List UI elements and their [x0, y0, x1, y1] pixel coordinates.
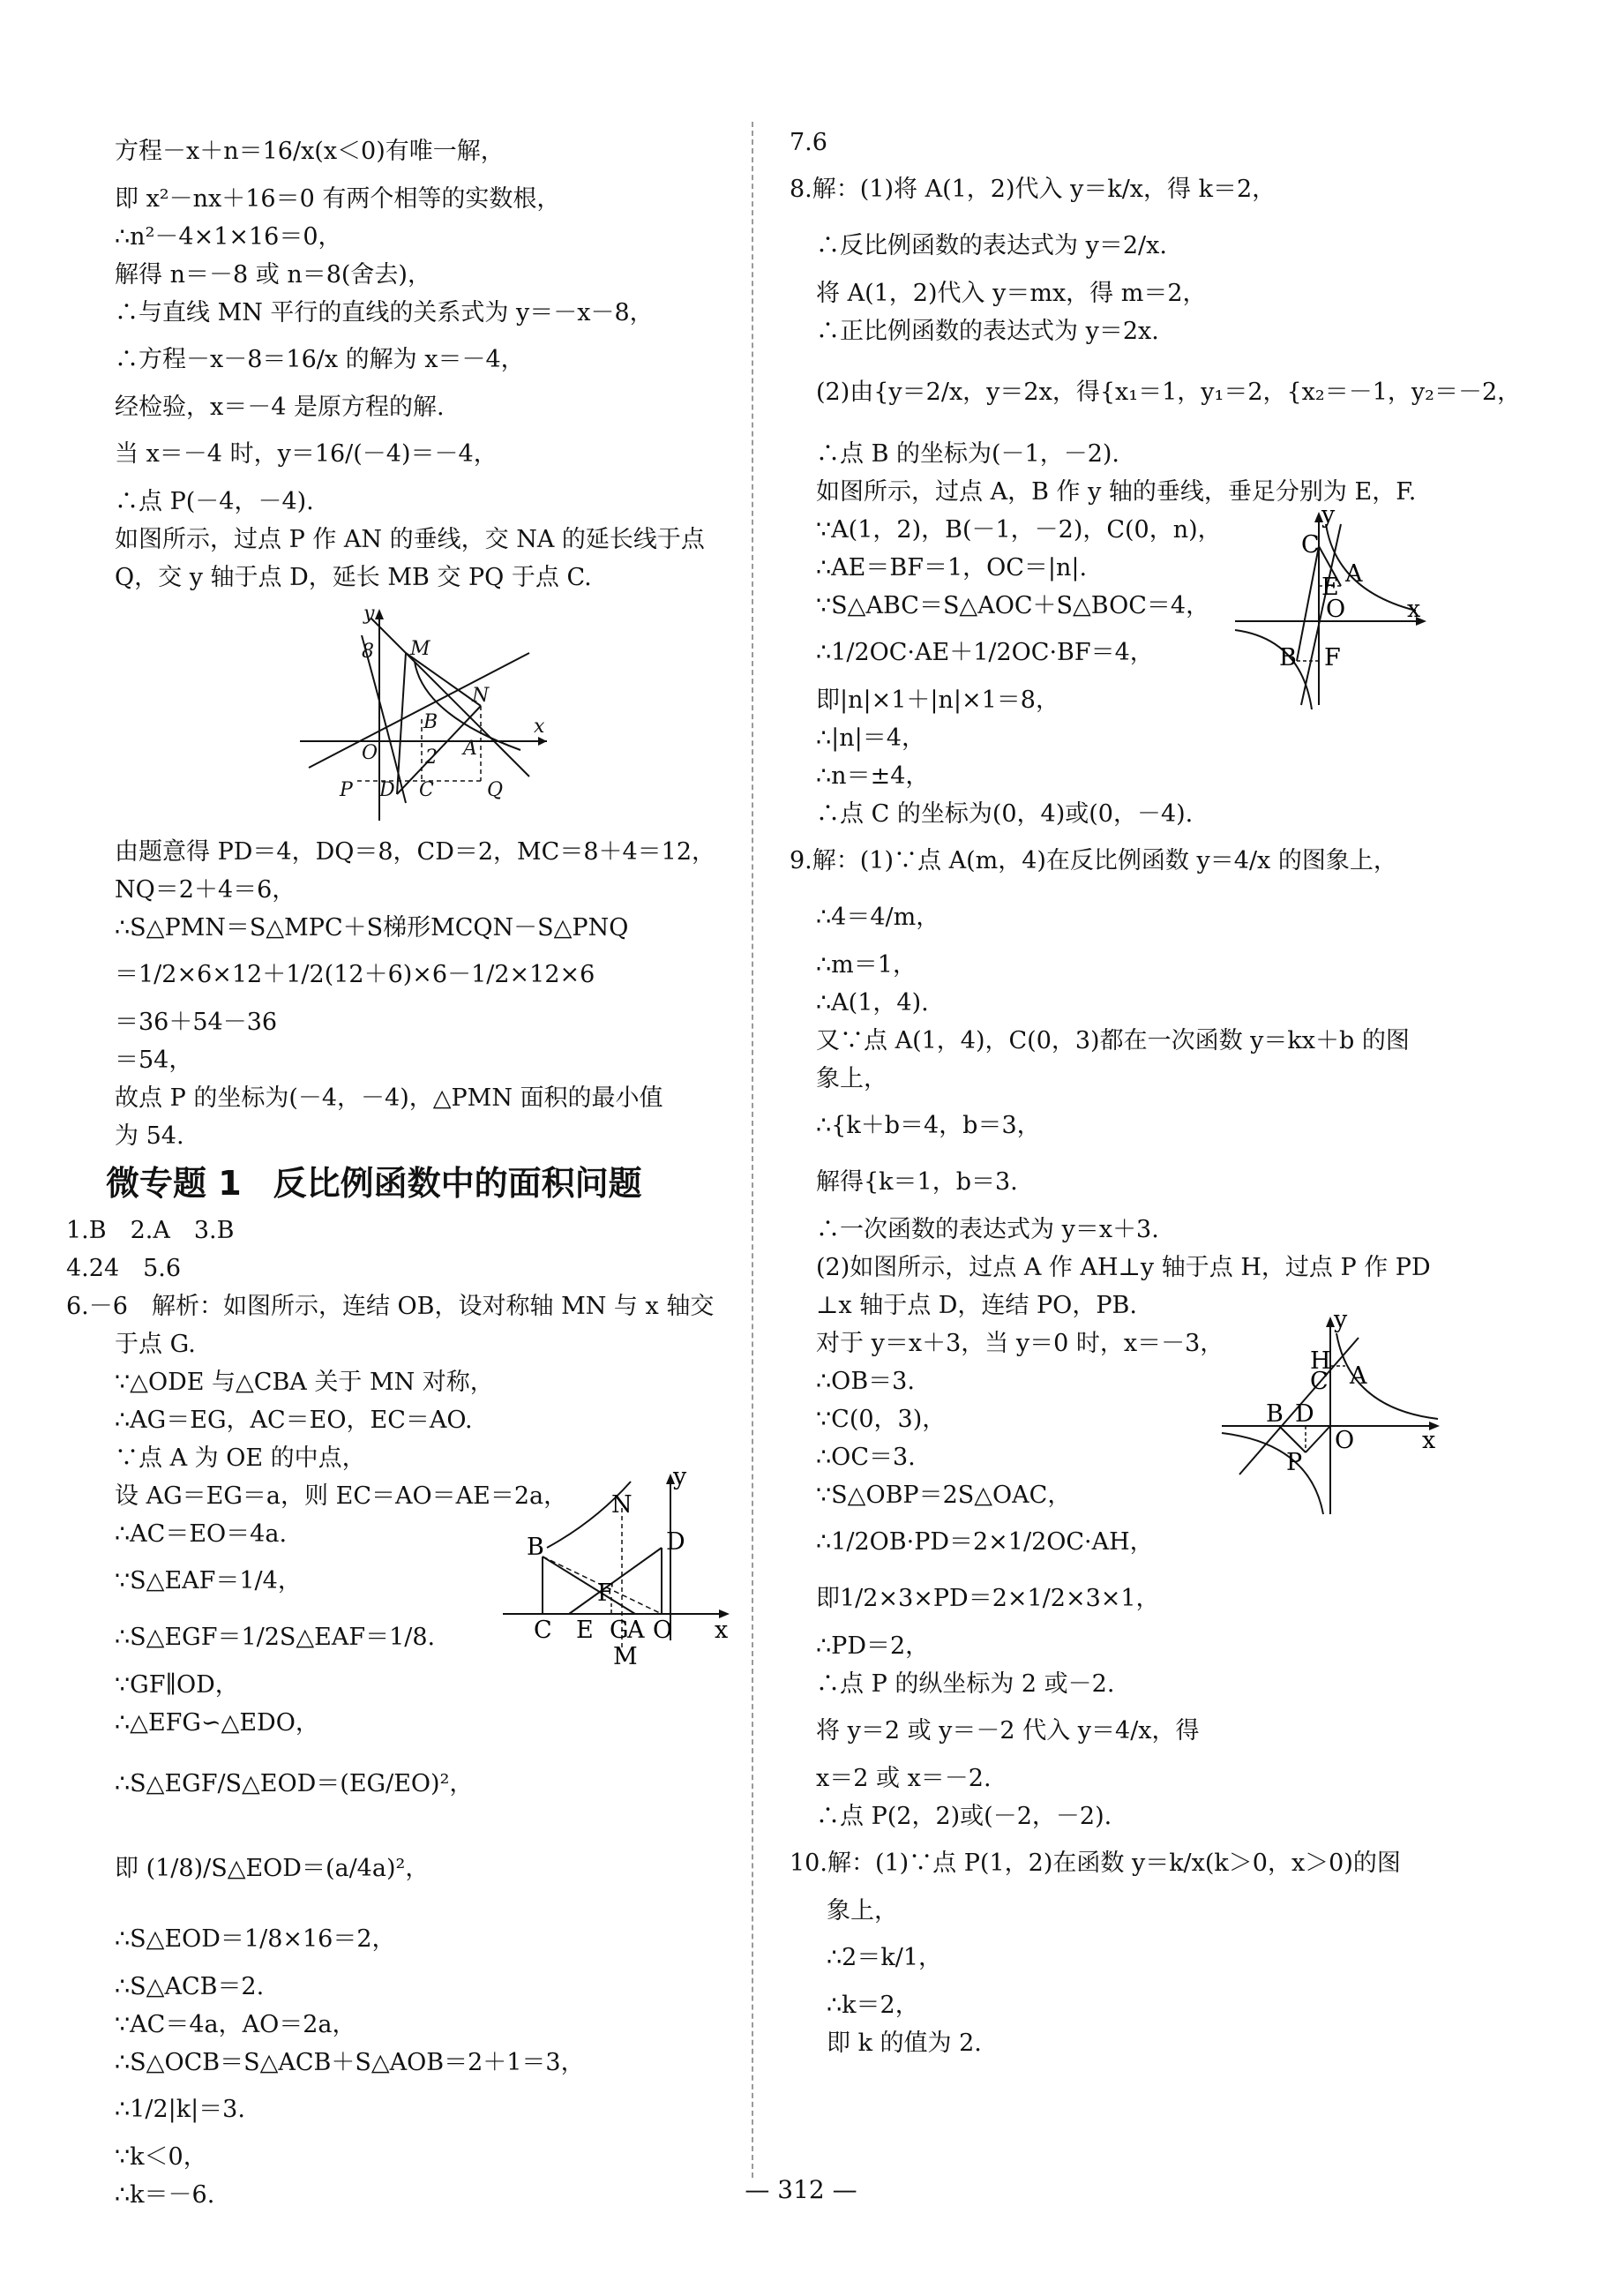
text-line: ∴1/2|k|＝3.	[115, 2096, 245, 2123]
text-line: 10.解：(1)∵点 P(1，2)在函数 y＝k/x(k＞0，x＞0)的图	[790, 1850, 1401, 1877]
text-line: ∴与直线 MN 平行的直线的关系式为 y＝－x－8，	[115, 299, 654, 326]
text-line: ＝36＋54－36	[115, 1009, 278, 1036]
left-column	[66, 124, 732, 2214]
figure-pmn-svg	[291, 600, 556, 829]
text-line: 象上，	[827, 1897, 898, 1925]
fig-label: y	[1334, 1311, 1348, 1333]
fig-label: B	[1279, 644, 1297, 672]
text-line: ∴S△ACB＝2.	[115, 1973, 265, 2000]
text-line: 9.解：(1)∵点 A(m，4)在反比例函数 y＝4/x 的图象上，	[790, 847, 1397, 874]
text-line: ∴S△PMN＝S△MPC＋S梯形MCQN－S△PNQ	[115, 914, 629, 942]
text-line: ∴n＝±4，	[816, 762, 930, 790]
fig-label: C	[534, 1617, 552, 1644]
answer-line: 4.24 5.6	[66, 1255, 182, 1282]
figure-sym-svg	[498, 1468, 737, 1671]
fig-label: B	[527, 1534, 544, 1561]
text-line: Q，交 y 轴于点 D，延长 MB 交 PQ 于点 C.	[115, 564, 592, 591]
text-line: 对于 y＝x＋3，当 y＝0 时，x＝－3，	[816, 1330, 1224, 1357]
text-line: ∴k＝2，	[827, 1992, 919, 2019]
fig-label: C	[419, 779, 434, 801]
fig-label: O	[362, 742, 378, 764]
text-line: x＝2 或 x＝－2.	[816, 1765, 992, 1792]
text-line: 经检验，x＝－4 是原方程的解.	[115, 394, 445, 421]
fig-label: y	[1321, 506, 1336, 529]
text-line: ∴AE＝BF＝1，OC＝|n|.	[816, 554, 1088, 582]
fig-label: D	[379, 779, 395, 801]
text-line: ∵A(1，2)，B(－1，－2)，C(0，n)，	[816, 516, 1222, 544]
text-line: ∵S△OBP＝2S△OAC，	[816, 1482, 1072, 1509]
fig-label: x	[534, 716, 545, 738]
text-line: ∵S△EAF＝1/4，	[115, 1567, 302, 1594]
fig-label: D	[1295, 1400, 1314, 1428]
text-line: 6.－6 解析：如图所示，连结 OB，设对称轴 MN 与 x 轴交	[66, 1293, 715, 1320]
text-line: ∵k＜0，	[115, 2143, 207, 2171]
text-line: ∴k＝－6.	[115, 2181, 215, 2209]
text-line: ∴1/2OB·PD＝2×1/2OC·AH，	[816, 1528, 1154, 1556]
text-line: 设 AG＝EG＝a，则 EC＝AO＝AE＝2a，	[115, 1482, 568, 1510]
fig-label: C	[1301, 531, 1320, 559]
fig-label: H	[1310, 1347, 1331, 1375]
fig-label: G	[610, 1617, 629, 1644]
text-line: ∵S△ABC＝S△AOC＋S△BOC＝4，	[816, 592, 1210, 619]
text-line: ∴|n|＝4，	[816, 724, 925, 752]
fig-label: O	[653, 1617, 673, 1644]
text-line: 当 x＝－4 时，y＝16/(－4)＝－4，	[115, 440, 498, 468]
text-line: ∴点 P(2，2)或(－2，－2).	[816, 1803, 1112, 1830]
column-divider	[752, 122, 753, 2178]
right-column	[790, 124, 1522, 2062]
fig-label: Q	[487, 779, 504, 801]
figure-9-svg	[1217, 1311, 1447, 1523]
text-line: 解得{k＝1，b＝3.	[816, 1168, 1018, 1196]
text-line: 由题意得 PD＝4，DQ＝8，CD＝2，MC＝8＋4＝12，	[115, 838, 716, 866]
fig-label: B	[423, 711, 438, 733]
fig-label: A	[1345, 560, 1363, 588]
text-line: ＝54，	[115, 1047, 193, 1074]
text-line: ∴正比例函数的表达式为 y＝2x.	[816, 318, 1159, 345]
fig-label: D	[666, 1528, 685, 1556]
text-line: ∴S△EOD＝1/8×16＝2，	[115, 1925, 396, 1953]
text-line: ∴△EFG∽△EDO，	[115, 1709, 319, 1737]
text-line: ∴一次函数的表达式为 y＝x＋3.	[816, 1216, 1159, 1243]
fig-label: P	[1286, 1449, 1303, 1476]
fig-label: x	[1407, 596, 1421, 623]
text-line: 即 x²－nx＋16＝0 有两个相等的实数根，	[115, 185, 561, 213]
text-line: ∵点 A 为 OE 的中点，	[115, 1444, 366, 1472]
fig-label: N	[611, 1491, 633, 1519]
text-line: ∴n²－4×1×16＝0，	[115, 223, 342, 251]
text-line: ∴AG＝EG，AC＝EO，EC＝AO.	[115, 1407, 473, 1434]
text-line: 为 54.	[115, 1122, 184, 1150]
figure-8	[1231, 506, 1434, 716]
text-line: ∵GF∥OD，	[115, 1671, 239, 1699]
answer-line: 1.B 2.A 3.B	[66, 1217, 235, 1244]
text-line: ∴1/2OC·AE＋1/2OC·BF＝4，	[816, 639, 1154, 666]
fig-label: x	[1422, 1427, 1436, 1454]
fig-label: P	[340, 779, 353, 801]
fig-label: O	[1335, 1427, 1355, 1454]
fig-label: F	[1324, 644, 1341, 672]
text-line: 象上，	[816, 1065, 887, 1092]
text-line: ∴反比例函数的表达式为 y＝2/x.	[816, 232, 1167, 259]
text-line: 将 y＝2 或 y＝－2 代入 y＝4/x，得	[816, 1717, 1200, 1745]
text-line: ∴{k＋b＝4，b＝3，	[816, 1112, 1041, 1139]
text-line: ∴PD＝2，	[816, 1632, 930, 1660]
text-line: 解得 n＝－8 或 n＝8(舍去)，	[115, 261, 431, 289]
text-line: ∴2＝k/1，	[827, 1944, 942, 1971]
text-line: (2)如图所示，过点 A 作 AH⊥y 轴于点 H，过点 P 作 PD	[816, 1254, 1431, 1281]
text-line: ∴OC＝3.	[816, 1444, 916, 1471]
fig-label: A	[463, 738, 477, 760]
text-line: (2)由{y＝2/x，y＝2x，得{x₁＝1，y₁＝2，{x₂＝－1，y₂＝－2，	[816, 379, 1522, 406]
text-line: 故点 P 的坐标为(－4，－4)，△PMN 面积的最小值	[115, 1084, 663, 1112]
text-line: NQ＝2＋4＝6，	[115, 876, 296, 904]
fig-label: A	[627, 1617, 645, 1644]
text-line: ∴S△EGF/S△EOD＝(EG/EO)²，	[115, 1770, 474, 1797]
text-line: 于点 G.	[115, 1331, 196, 1358]
fig-label: y	[363, 603, 375, 625]
fig-label: O	[1326, 596, 1346, 623]
fig-label: C	[1310, 1368, 1329, 1395]
text-line: 即1/2×3×PD＝2×1/2×3×1，	[816, 1585, 1160, 1612]
text-line: ∴AC＝EO＝4a.	[115, 1520, 288, 1548]
heading-number: 微专题 1	[106, 1164, 242, 1203]
fig-label: E	[576, 1617, 594, 1644]
figure-sym	[498, 1468, 737, 1677]
answer-line: 7.6	[790, 129, 827, 156]
text-line: ∴点 C 的坐标为(0，4)或(0，－4).	[816, 800, 1194, 828]
text-line: 即|n|×1＋|n|×1＝8，	[816, 687, 1059, 714]
text-line: ∵△ODE 与△CBA 关于 MN 对称，	[115, 1369, 494, 1396]
text-line: 又∵点 A(1，4)，C(0，3)都在一次函数 y＝kx＋b 的图	[816, 1027, 1410, 1054]
fig-label: M	[613, 1643, 638, 1670]
text-line: 如图所示，过点 P 作 AN 的垂线，交 NA 的延长线于点	[115, 526, 705, 553]
fig-label: F	[597, 1579, 614, 1607]
fig-label: x	[715, 1617, 729, 1644]
fig-label: M	[410, 638, 430, 660]
text-line: ∴点 P(－4，－4).	[115, 488, 314, 515]
text-line: 即 (1/8)/S△EOD＝(a/4a)²，	[115, 1855, 430, 1882]
fig-label: B	[1266, 1400, 1284, 1428]
text-line: 8.解：(1)将 A(1，2)代入 y＝k/x，得 k＝2，	[790, 176, 1276, 203]
fig-label: 2	[425, 747, 438, 769]
text-line: ＝1/2×6×12＋1/2(12＋6)×6－1/2×12×6	[115, 961, 595, 988]
figure-pmn	[291, 600, 732, 829]
text-line: ∴点 B 的坐标为(－1，－2).	[816, 440, 1120, 468]
fig-label: N	[472, 685, 490, 707]
text-line: ∴S△OCB＝S△ACB＋S△AOB＝2＋1＝3，	[115, 2049, 585, 2076]
fig-label: 8	[362, 641, 374, 663]
text-line: ⊥x 轴于点 D，连结 PO，PB.	[816, 1292, 1137, 1319]
text-line: ∴点 P 的纵坐标为 2 或－2.	[816, 1670, 1115, 1698]
fig-label: A	[1350, 1362, 1367, 1390]
text-line: ∴4＝4/m，	[816, 904, 940, 931]
section-heading	[106, 1155, 732, 1212]
text-line: 将 A(1，2)代入 y＝mx，得 m＝2，	[816, 280, 1207, 307]
fig-label: y	[673, 1468, 687, 1490]
text-line: ∴方程－x－8＝16/x 的解为 x＝－4，	[115, 346, 525, 373]
figure-9	[1217, 1311, 1447, 1529]
text-line: ∴m＝1，	[816, 951, 917, 979]
fig-label: E	[1321, 574, 1339, 601]
text-line: 即 k 的值为 2.	[827, 2030, 982, 2057]
text-line: ∴A(1，4).	[816, 989, 929, 1017]
text-line: ∵AC＝4a，AO＝2a，	[115, 2011, 356, 2038]
text-line: ∴S△EGF＝1/2S△EAF＝1/8.	[115, 1624, 436, 1651]
heading-title: 反比例函数中的面积问题	[273, 1164, 642, 1203]
text-line: 如图所示，过点 A，B 作 y 轴的垂线，垂足分别为 E，F.	[816, 478, 1417, 506]
text-line: ∴OB＝3.	[816, 1368, 915, 1395]
figure-8-svg	[1231, 506, 1434, 709]
page-number: — 312 —	[745, 2175, 857, 2204]
text-line: 方程－x＋n＝16/x(x＜0)有唯一解，	[115, 138, 505, 165]
text-line: ∵C(0，3)，	[816, 1406, 947, 1433]
